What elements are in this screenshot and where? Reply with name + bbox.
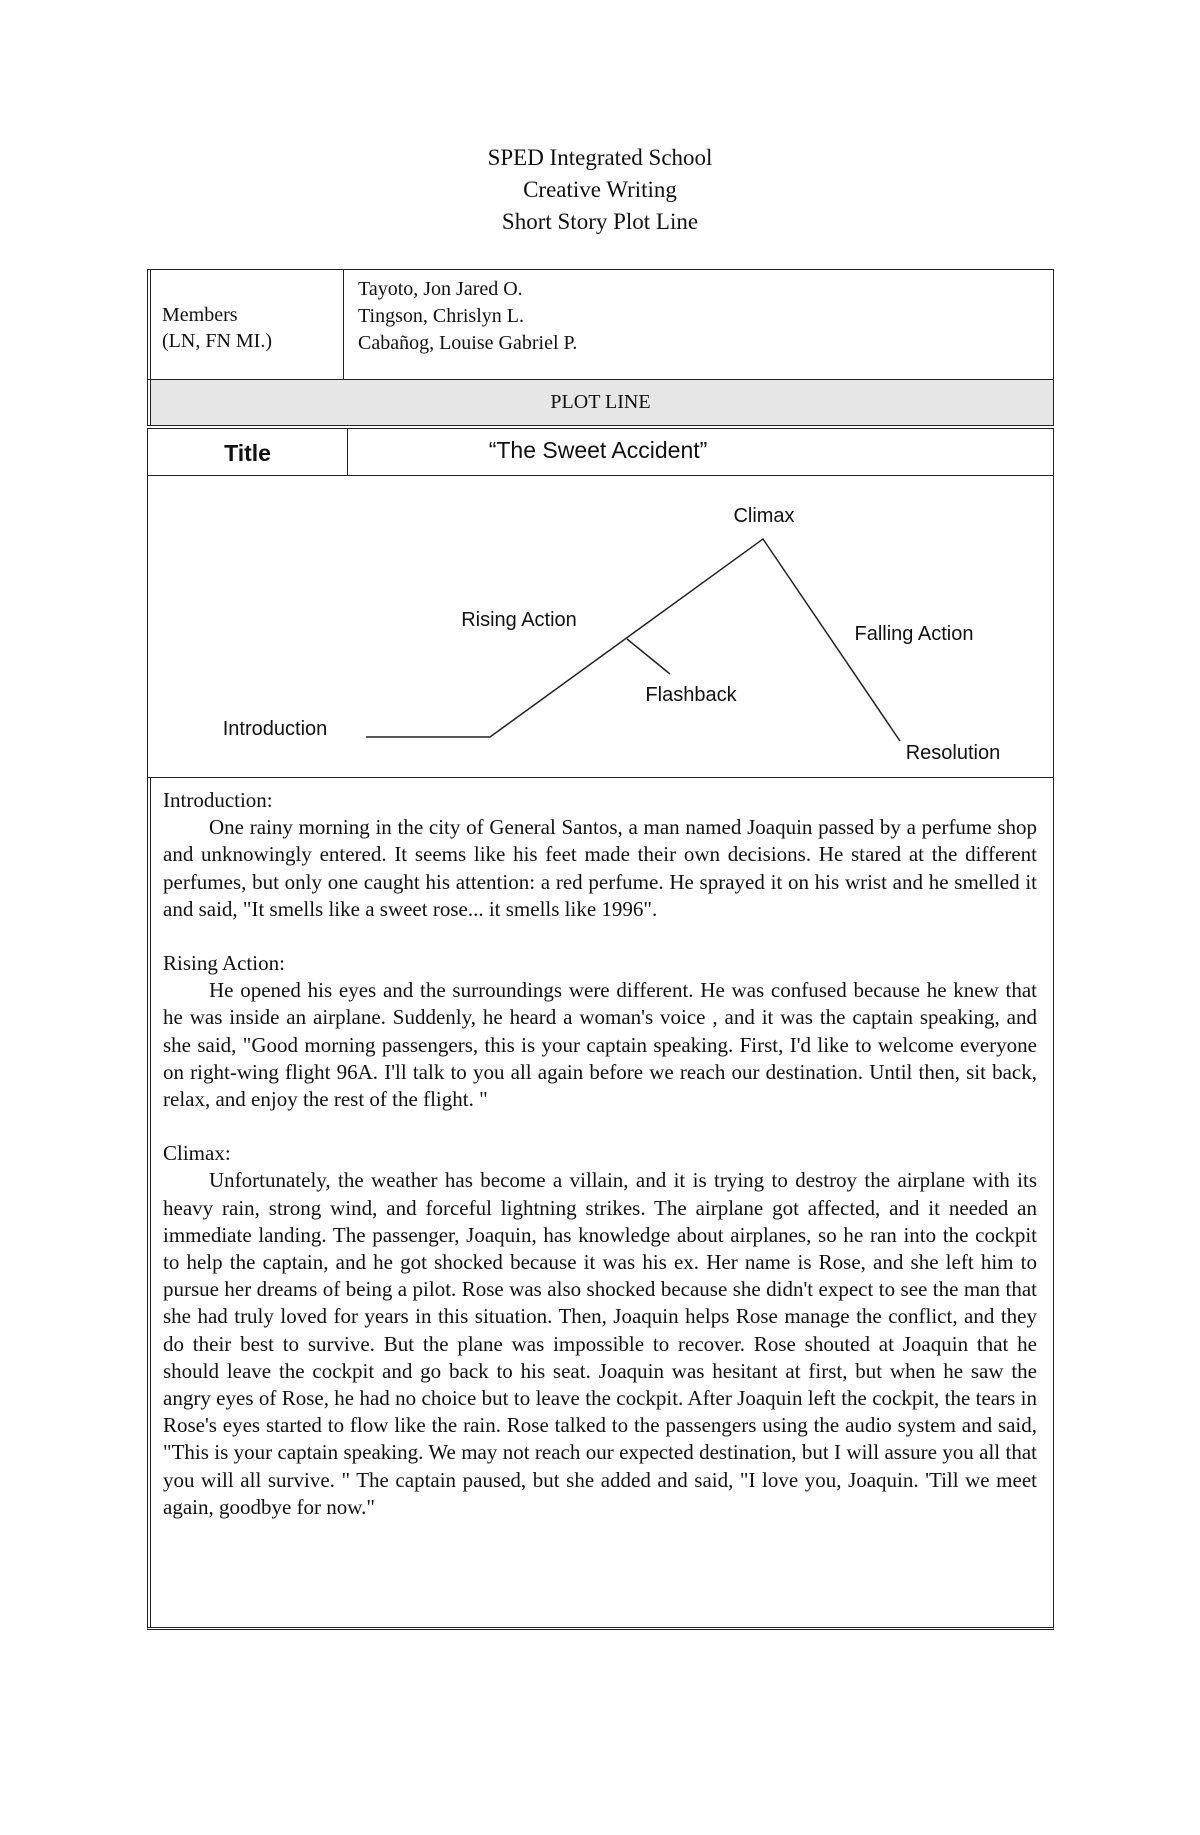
- rising-action-text: He opened his eyes and the surroundings were different. He was confused because he knew that he was inside an airplane. Suddenly, he heard a woman's voice , and it was the captain speaking, and she said, "Good morning passengers, this is your captain speaking. First, I'd like to welcome everyone on right-wing flight 96A. I'll talk to you all again before we reach our destination. Until then, sit back, relax, and enjoy the rest of the flight. ": [163, 978, 1037, 1112]
- label-falling-action: Falling Action: [854, 623, 974, 645]
- flashback-branch: [627, 639, 670, 674]
- rising-action-heading: Rising Action:: [163, 951, 285, 976]
- subject: Creative Writing: [523, 177, 677, 202]
- member-name: Cabañog, Louise Gabriel P.: [358, 332, 578, 354]
- members-format: (LN, FN MI.): [162, 330, 272, 352]
- document-title: Short Story Plot Line: [501, 209, 699, 234]
- story-title: “The Sweet Accident”: [488, 437, 708, 463]
- member-name: Tingson, Chrislyn L.: [358, 305, 524, 327]
- climax-text: Unfortunately, the weather has become a villain, and it is trying to destroy the airplane with its heavy rain, strong wind, and forceful lightning strikes. The airplane got affected, and it needed an immediate landing. The passenger, Joaquin, has knowledge about airplanes, so he ran into the cockpit to help the captain, and he got shocked because it was his ex. Her name is Rose, and she left him to pursue her dreams of being a pilot. Rose was also shocked because she didn't expect to see the man that she had truly loved for years in this situation. Then, Joaquin helps Rose manage the conflict, and they do their best to survive. But the plane was impossible to recover. Rose shouted at Joaquin that he should leave the cockpit and go back to his seat. Joaquin was hesitant at first, but when he saw the angry eyes of Rose, he had no choice but to leave the cockpit. After Joaquin left the cockpit, the tears in Rose's eyes started to flow like the rain. Rose talked to the passengers using the audio system and said, "This is your captain speaking. We may not reach our expected destination, but I will assure you all that you will all survive. " The captain paused, but she added and said, "I love you, Joaquin. 'Till we meet again, goodbye for now.": [163, 1168, 1037, 1519]
- members-label: Members: [162, 304, 238, 326]
- label-resolution: Resolution: [905, 742, 1001, 764]
- title-label: Title: [148, 429, 348, 475]
- story-text: [163, 787, 1037, 1521]
- plot-diagram: [0, 0, 1200, 800]
- plot-line: [366, 539, 900, 741]
- label-flashback: Flashback: [645, 684, 737, 706]
- introduction-text: One rainy morning in the city of General Santos, a man named Joaquin passed by a perfume shop and unknowingly entered. It seems like his feet made their own decisions. He stared at the different perfumes, but only one caught his attention: a red perfume. He sprayed it on his wrist and he smelled it and said, "It smells like a sweet rose... it smells like 1996".: [163, 815, 1037, 921]
- school-name: SPED Integrated School: [487, 145, 713, 170]
- introduction-heading: Introduction:: [163, 788, 273, 812]
- climax-heading: Climax:: [163, 1141, 231, 1166]
- member-name: Tayoto, Jon Jared O.: [358, 278, 523, 300]
- label-climax: Climax: [733, 505, 795, 527]
- label-introduction: Introduction: [222, 718, 328, 740]
- label-rising-action: Rising Action: [461, 609, 577, 631]
- plot-line-heading: PLOT LINE: [147, 379, 1054, 426]
